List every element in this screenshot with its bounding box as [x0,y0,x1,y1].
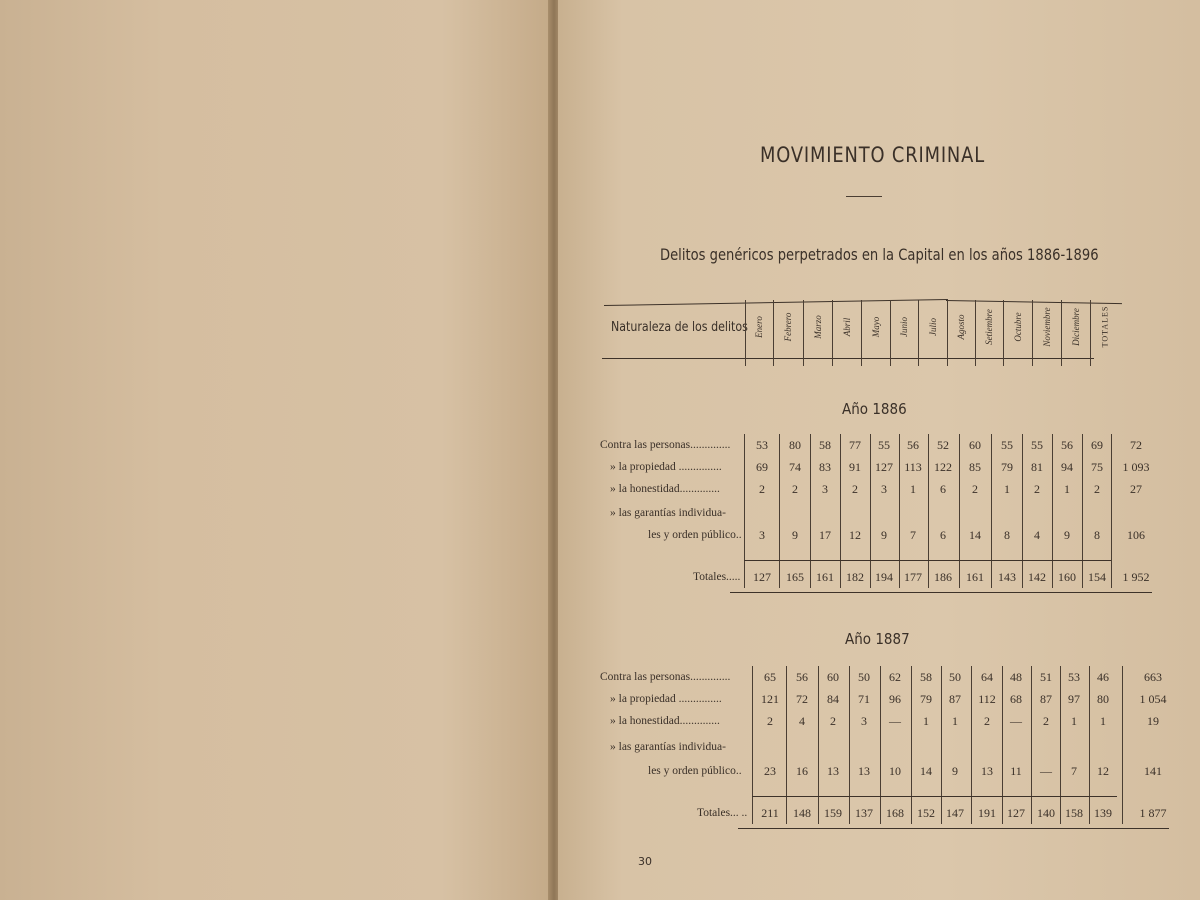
table-cell: 52 [937,438,949,452]
totals-cell: 186 [934,570,952,584]
totals-label: Totales..... [693,571,741,583]
totals-cell: 161 [966,570,984,584]
table-cell: 55 [878,438,890,452]
table-cell: 81 [1031,460,1043,474]
table-cell: 7 [1071,764,1077,778]
header-column-rule [1032,300,1033,366]
table-cell: 1 [1004,482,1010,496]
table-column-rule [971,666,972,824]
table-cell: 83 [819,460,831,474]
table-column-rule [1031,666,1032,824]
header-month-label: Octubre [1012,312,1023,342]
page-title: MOVIMIENTO CRIMINAL [760,143,985,167]
table-column-rule [899,434,900,588]
table-cell: 1 054 [1139,692,1167,706]
table-label-rule [752,666,753,824]
header-bottom-rule [602,358,1094,359]
table-cell: 60 [827,670,839,684]
header-month-label: Febrero [783,312,793,342]
table-cell: 69 [756,460,768,474]
header-column-rule [1003,300,1004,366]
totals-cell: 147 [946,806,964,820]
totals-cell: 154 [1088,570,1106,584]
table-cell: 85 [969,460,981,474]
totals-separator [744,560,1111,561]
row-label: » la honestidad.............. [610,715,720,727]
header-column-rule [890,300,891,366]
table-column-rule [1052,434,1053,588]
table-cell: 2 [759,482,765,496]
table-cell: 79 [1001,460,1013,474]
totals-cell: 142 [1028,570,1046,584]
header-month-label: Abril [841,317,852,337]
header-column-rule [1061,300,1062,366]
table-cell: 23 [764,764,776,778]
totals-cell: 160 [1058,570,1076,584]
table-cell: 2 [984,714,990,728]
table-cell: 122 [934,460,952,474]
table-cell: 7 [910,528,916,542]
table-cell: 56 [907,438,919,452]
totals-cell: 165 [786,570,804,584]
table-column-rule [818,666,819,824]
table-bottom-rule [730,592,1152,593]
table-column-rule [1089,666,1090,824]
table-cell: 60 [969,438,981,452]
table-label-rule [744,434,745,588]
table-cell: 1 [1064,482,1070,496]
table-cell: 56 [1061,438,1073,452]
row-label: les y orden público.. [648,529,742,541]
table-cell: 51 [1040,670,1052,684]
table-column-rule [959,434,960,588]
row-label: » la propiedad ............... [610,461,722,473]
table-cell: 1 [910,482,916,496]
header-totals-label: TOTALES [1100,305,1110,348]
left-page [0,0,552,900]
table-cell: 9 [881,528,887,542]
table-cell: 9 [1064,528,1070,542]
header-column-rule [832,300,833,366]
table-cell: 2 [830,714,836,728]
table-column-rule [1111,434,1112,588]
page-subtitle: Delitos genéricos perpetrados en la Capital en los años 1886-1896 [660,245,1099,264]
table-cell: 46 [1097,670,1109,684]
table-cell: 50 [858,670,870,684]
table-column-rule [1022,434,1023,588]
table-cell: 1 [1071,714,1077,728]
table-cell: 11 [1010,764,1022,778]
table-cell: 79 [920,692,932,706]
table-cell: 14 [920,764,932,778]
table-cell: 72 [1130,438,1142,452]
table-cell: 2 [792,482,798,496]
table-column-rule [911,666,912,824]
header-month-label: Setiembre [984,309,994,345]
table-cell: 14 [969,528,981,542]
table-cell: 69 [1091,438,1103,452]
table-cell: — [889,714,901,728]
table-cell: 2 [1034,482,1040,496]
table-cell: — [1040,764,1052,778]
header-column-rule [1090,300,1091,366]
table-cell: 62 [889,670,901,684]
table-cell: 65 [764,670,776,684]
table-cell: 50 [949,670,961,684]
table-cell: 58 [920,670,932,684]
table-column-rule [928,434,929,588]
header-column-rule [803,300,804,366]
table-cell: 56 [796,670,808,684]
table-cell: 80 [1097,692,1109,706]
table-cell: 2 [1094,482,1100,496]
page-number: 30 [638,855,652,868]
title-divider [846,196,882,197]
table-column-rule [786,666,787,824]
table-cell: 2 [852,482,858,496]
table-bottom-rule [738,828,1169,829]
row-label: » la propiedad ............... [610,693,722,705]
table-cell: 4 [799,714,805,728]
table-column-rule [779,434,780,588]
table-cell: — [1010,714,1022,728]
table-cell: 16 [796,764,808,778]
table-cell: 97 [1068,692,1080,706]
table-column-rule [941,666,942,824]
totals-cell: 137 [855,806,873,820]
table-cell: 75 [1091,460,1103,474]
totals-cell: 143 [998,570,1016,584]
totals-cell: 182 [846,570,864,584]
row-label: Contra las personas.............. [600,439,731,451]
table-cell: 1 [1100,714,1106,728]
table-cell: 12 [849,528,861,542]
table-cell: 8 [1004,528,1010,542]
header-label: Naturaleza de los delitos [611,320,748,335]
table-cell: 12 [1097,764,1109,778]
table-cell: 55 [1001,438,1013,452]
table-cell: 80 [789,438,801,452]
table-cell: 1 [952,714,958,728]
table-column-rule [810,434,811,588]
table-column-rule [991,434,992,588]
totals-cell: 159 [824,806,842,820]
table-cell: 121 [761,692,779,706]
totals-cell: 152 [917,806,935,820]
table-cell: 48 [1010,670,1022,684]
table-cell: 91 [849,460,861,474]
table-cell: 13 [981,764,993,778]
table-cell: 17 [819,528,831,542]
totals-cell: 168 [886,806,904,820]
totals-cell: 127 [1007,806,1025,820]
table-cell: 1 093 [1122,460,1150,474]
totals-cell: 139 [1094,806,1112,820]
table-cell: 19 [1147,714,1159,728]
table-cell: 141 [1144,764,1162,778]
totals-cell: 194 [875,570,893,584]
table-cell: 72 [796,692,808,706]
table-cell: 53 [1068,670,1080,684]
table-column-rule [849,666,850,824]
table-cell: 13 [827,764,839,778]
table-column-rule [870,434,871,588]
table-cell: 8 [1094,528,1100,542]
row-label: les y orden público.. [648,765,742,777]
table-cell: 87 [949,692,961,706]
table-cell: 1 [923,714,929,728]
table-cell: 71 [858,692,870,706]
table-cell: 94 [1061,460,1073,474]
table-cell: 27 [1130,482,1142,496]
header-month-label: Enero [754,316,764,338]
table-column-rule [880,666,881,824]
totals-cell: 161 [816,570,834,584]
table-cell: 3 [759,528,765,542]
table-column-rule [1082,434,1083,588]
header-column-rule [975,300,976,366]
header-column-rule [861,300,862,366]
table-cell: 9 [952,764,958,778]
totals-cell: 177 [904,570,922,584]
table-cell: 112 [978,692,996,706]
table-cell: 53 [756,438,768,452]
header-month-label: Mayo [870,316,881,338]
totals-separator [752,796,1117,797]
row-label: » la honestidad.............. [610,483,720,495]
totals-cell: 1 952 [1122,570,1150,584]
header-month-label: Noviembre [1041,307,1052,347]
header-column-rule [773,300,774,366]
totals-cell: 140 [1037,806,1055,820]
table-cell: 58 [819,438,831,452]
table-cell: 84 [827,692,839,706]
row-label: Contra las personas.............. [600,671,731,683]
row-label: » las garantías individua- [610,507,726,519]
row-label: » las garantías individua- [610,741,726,753]
table-cell: 106 [1127,528,1145,542]
table-column-rule [840,434,841,588]
table-cell: 2 [767,714,773,728]
table-cell: 663 [1144,670,1162,684]
totals-cell: 127 [753,570,771,584]
table-column-rule [1122,666,1123,824]
table-cell: 74 [789,460,801,474]
table-cell: 6 [940,482,946,496]
table-cell: 87 [1040,692,1052,706]
header-column-rule [947,300,948,366]
header-column-rule [745,300,746,366]
table-cell: 3 [861,714,867,728]
totals-cell: 191 [978,806,996,820]
year-heading: Año 1886 [842,400,907,418]
table-cell: 2 [1043,714,1049,728]
table-cell: 113 [904,460,922,474]
table-cell: 64 [981,670,993,684]
table-cell: 3 [822,482,828,496]
header-column-rule [918,300,919,366]
totals-cell: 1 877 [1139,806,1167,820]
table-cell: 96 [889,692,901,706]
header-month-label: Diciembre [1070,308,1081,346]
table-cell: 3 [881,482,887,496]
table-column-rule [1060,666,1061,824]
table-cell: 6 [940,528,946,542]
header-month-label: Agosto [956,314,966,340]
table-cell: 127 [875,460,893,474]
table-cell: 55 [1031,438,1043,452]
year-heading: Año 1887 [845,630,910,648]
totals-cell: 158 [1065,806,1083,820]
table-cell: 68 [1010,692,1022,706]
table-cell: 77 [849,438,861,452]
header-month-label: Julio [927,318,938,336]
table-cell: 13 [858,764,870,778]
table-cell: 10 [889,764,901,778]
header-month-label: Marzo [812,315,823,339]
totals-cell: 148 [793,806,811,820]
totals-cell: 211 [761,806,779,820]
table-cell: 4 [1034,528,1040,542]
table-column-rule [1002,666,1003,824]
table-cell: 2 [972,482,978,496]
table-cell: 9 [792,528,798,542]
header-month-label: Junio [899,317,909,337]
totals-label: Totales... .. [697,807,748,819]
